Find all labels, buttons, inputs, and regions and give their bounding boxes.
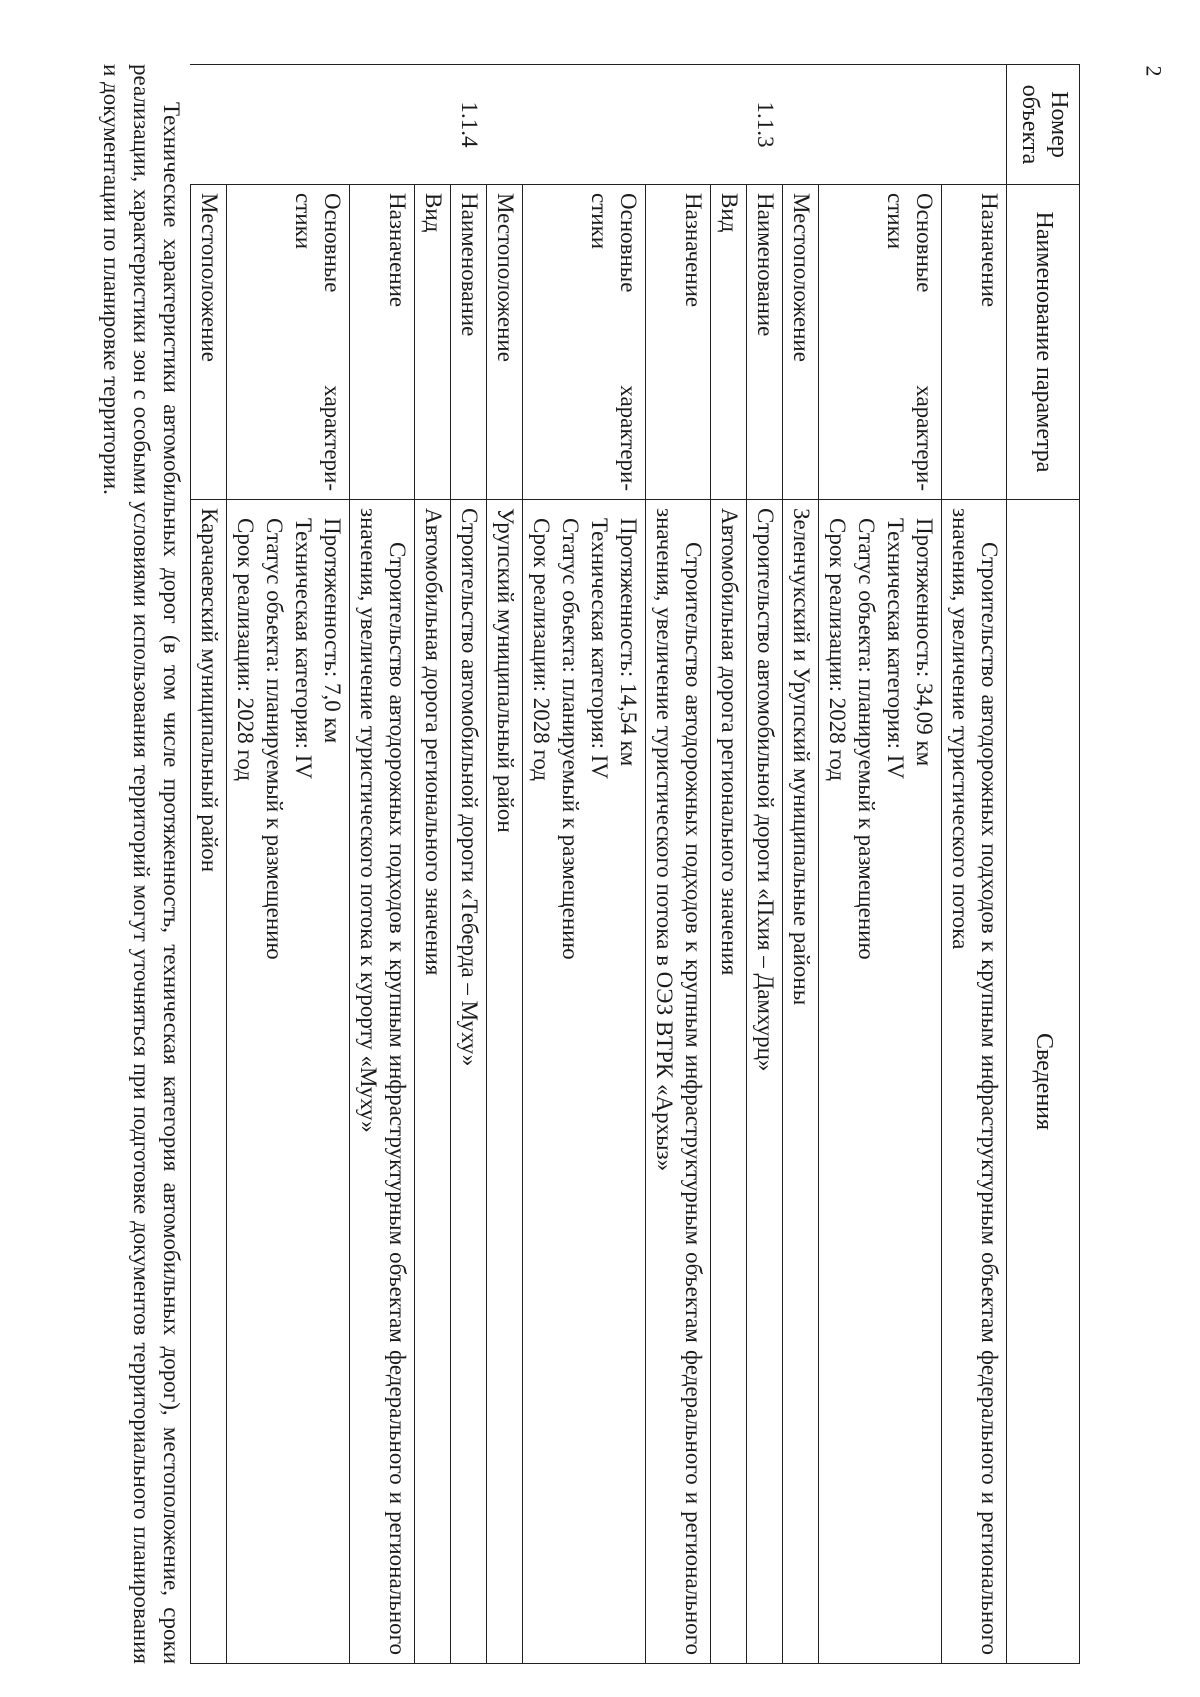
parameter-name-part: Основные — [912, 193, 937, 293]
characteristics-list — [227, 500, 350, 1664]
footnote: Технические характеристики автомобильных дорог (в том числе протяженность, техническая категория автомобильных дорог), местоположение, сроки реализации, характеристики зон с особыми условиями использования территорий могут уточняться при подготовке документов территориального планирования и документации по планировке территории. — [99, 64, 184, 1664]
characteristics-list — [523, 500, 646, 1664]
parameter-name: Местоположение — [191, 185, 227, 500]
table-row — [451, 65, 487, 1664]
parameter-value: Карачаевский муниципальный район — [191, 500, 227, 1664]
object-number-cell — [783, 65, 819, 185]
object-number-cell — [487, 65, 523, 185]
parameter-name-part: характери- — [320, 385, 345, 491]
page-number: 2 — [1141, 65, 1167, 77]
parameter-name-part: Основные — [616, 193, 641, 293]
table-header-row — [1007, 65, 1080, 1664]
characteristic-category: Техническая категория: IV — [587, 518, 612, 779]
parameter-value: Строительство автодорожных подходов к крупным инфраструктурным объектам федерального и регионального значения, увеличение туристического потока в ОЭЗ ВТРК «Архыз» — [646, 500, 711, 1664]
table-row — [191, 65, 227, 1664]
parameter-value: Автомобильная дорога регионального значения — [415, 500, 451, 1664]
characteristics-list — [819, 500, 942, 1664]
parameter-value: Урупский муниципальный район — [487, 500, 523, 1664]
object-number-cell — [227, 65, 350, 185]
parameter-value: Строительство автомобильной дороги «Пхия – Дамхурц» — [747, 500, 783, 1664]
object-number-cell — [191, 65, 227, 185]
parameter-name-part: стики — [587, 193, 612, 250]
parameter-name-part: характери- — [912, 385, 937, 491]
parameter-value: Зеленчукский и Урупский муниципальные районы — [783, 500, 819, 1664]
characteristic-category: Техническая категория: IV — [291, 518, 316, 779]
parameter-name-line — [318, 193, 347, 491]
table-row — [415, 65, 451, 1664]
object-number-cell — [415, 65, 451, 185]
parameter-name-part: стики — [291, 193, 316, 250]
parameter-value: Строительство автомобильной дороги «Теберда – Муху» — [451, 500, 487, 1664]
characteristic-status: Статус объекта: планируемый к размещению — [262, 518, 287, 960]
parameter-name — [227, 185, 350, 500]
characteristic-length: Протяженность: 7,0 км — [320, 518, 345, 744]
object-number-cell — [711, 65, 747, 185]
table-row — [227, 65, 350, 1664]
object-number-cell — [942, 65, 1007, 185]
parameter-name: Наименование — [747, 185, 783, 500]
characteristic-deadline: Срок реализации: 2028 год — [825, 518, 850, 781]
characteristic-status: Статус объекта: планируемый к размещению — [558, 518, 583, 960]
object-number-cell: 1.1.4 — [451, 65, 487, 185]
table-row — [350, 65, 415, 1664]
header-info: Сведения — [1007, 500, 1080, 1664]
parameter-name-part: стики — [883, 193, 908, 250]
table-row — [747, 65, 783, 1664]
parameter-name: Местоположение — [487, 185, 523, 500]
table-row — [783, 65, 819, 1664]
parameter-name-line — [910, 193, 939, 491]
characteristic-status: Статус объекта: планируемый к размещению — [854, 518, 879, 960]
characteristic-length: Протяженность: 34,09 км — [912, 518, 937, 767]
table-row — [819, 65, 942, 1664]
parameter-name: Вид — [415, 185, 451, 500]
table-row — [646, 65, 711, 1664]
table-row — [711, 65, 747, 1664]
table-row — [942, 65, 1007, 1664]
object-number-cell — [646, 65, 711, 185]
table-row — [487, 65, 523, 1664]
parameter-name — [819, 185, 942, 500]
parameter-value: Автомобильная дорога регионального значения — [711, 500, 747, 1664]
characteristic-length: Протяженность: 14,54 км — [616, 518, 641, 767]
objects-table — [190, 64, 1080, 1664]
header-parameter: Наименование параметра — [1007, 185, 1080, 500]
table-row — [523, 65, 646, 1664]
parameter-name: Вид — [711, 185, 747, 500]
parameter-name — [523, 185, 646, 500]
landscape-content — [90, 64, 1080, 1664]
parameter-name: Назначение — [942, 185, 1007, 500]
object-number-cell — [523, 65, 646, 185]
characteristic-category: Техническая категория: IV — [883, 518, 908, 779]
parameter-name-part: характери- — [616, 385, 641, 491]
parameter-value: Строительство автодорожных подходов к крупным инфраструктурным объектам федерального и регионального значения, увеличение туристического потока — [942, 500, 1007, 1664]
parameter-name: Назначение — [350, 185, 415, 500]
parameter-name-part: Основные — [320, 193, 345, 293]
parameter-name: Наименование — [451, 185, 487, 500]
header-number: Номер объекта — [1007, 65, 1080, 185]
parameter-name: Местоположение — [783, 185, 819, 500]
characteristic-deadline: Срок реализации: 2028 год — [233, 518, 258, 781]
characteristic-deadline: Срок реализации: 2028 год — [529, 518, 554, 781]
object-number-cell: 1.1.3 — [747, 65, 783, 185]
parameter-value: Строительство автодорожных подходов к крупным инфраструктурным объектам федерального и регионального значения, увеличение туристического потока к курорту «Муху» — [350, 500, 415, 1664]
object-number-cell — [819, 65, 942, 185]
object-number-cell — [350, 65, 415, 185]
parameter-name-line — [614, 193, 643, 491]
parameter-name: Назначение — [646, 185, 711, 500]
